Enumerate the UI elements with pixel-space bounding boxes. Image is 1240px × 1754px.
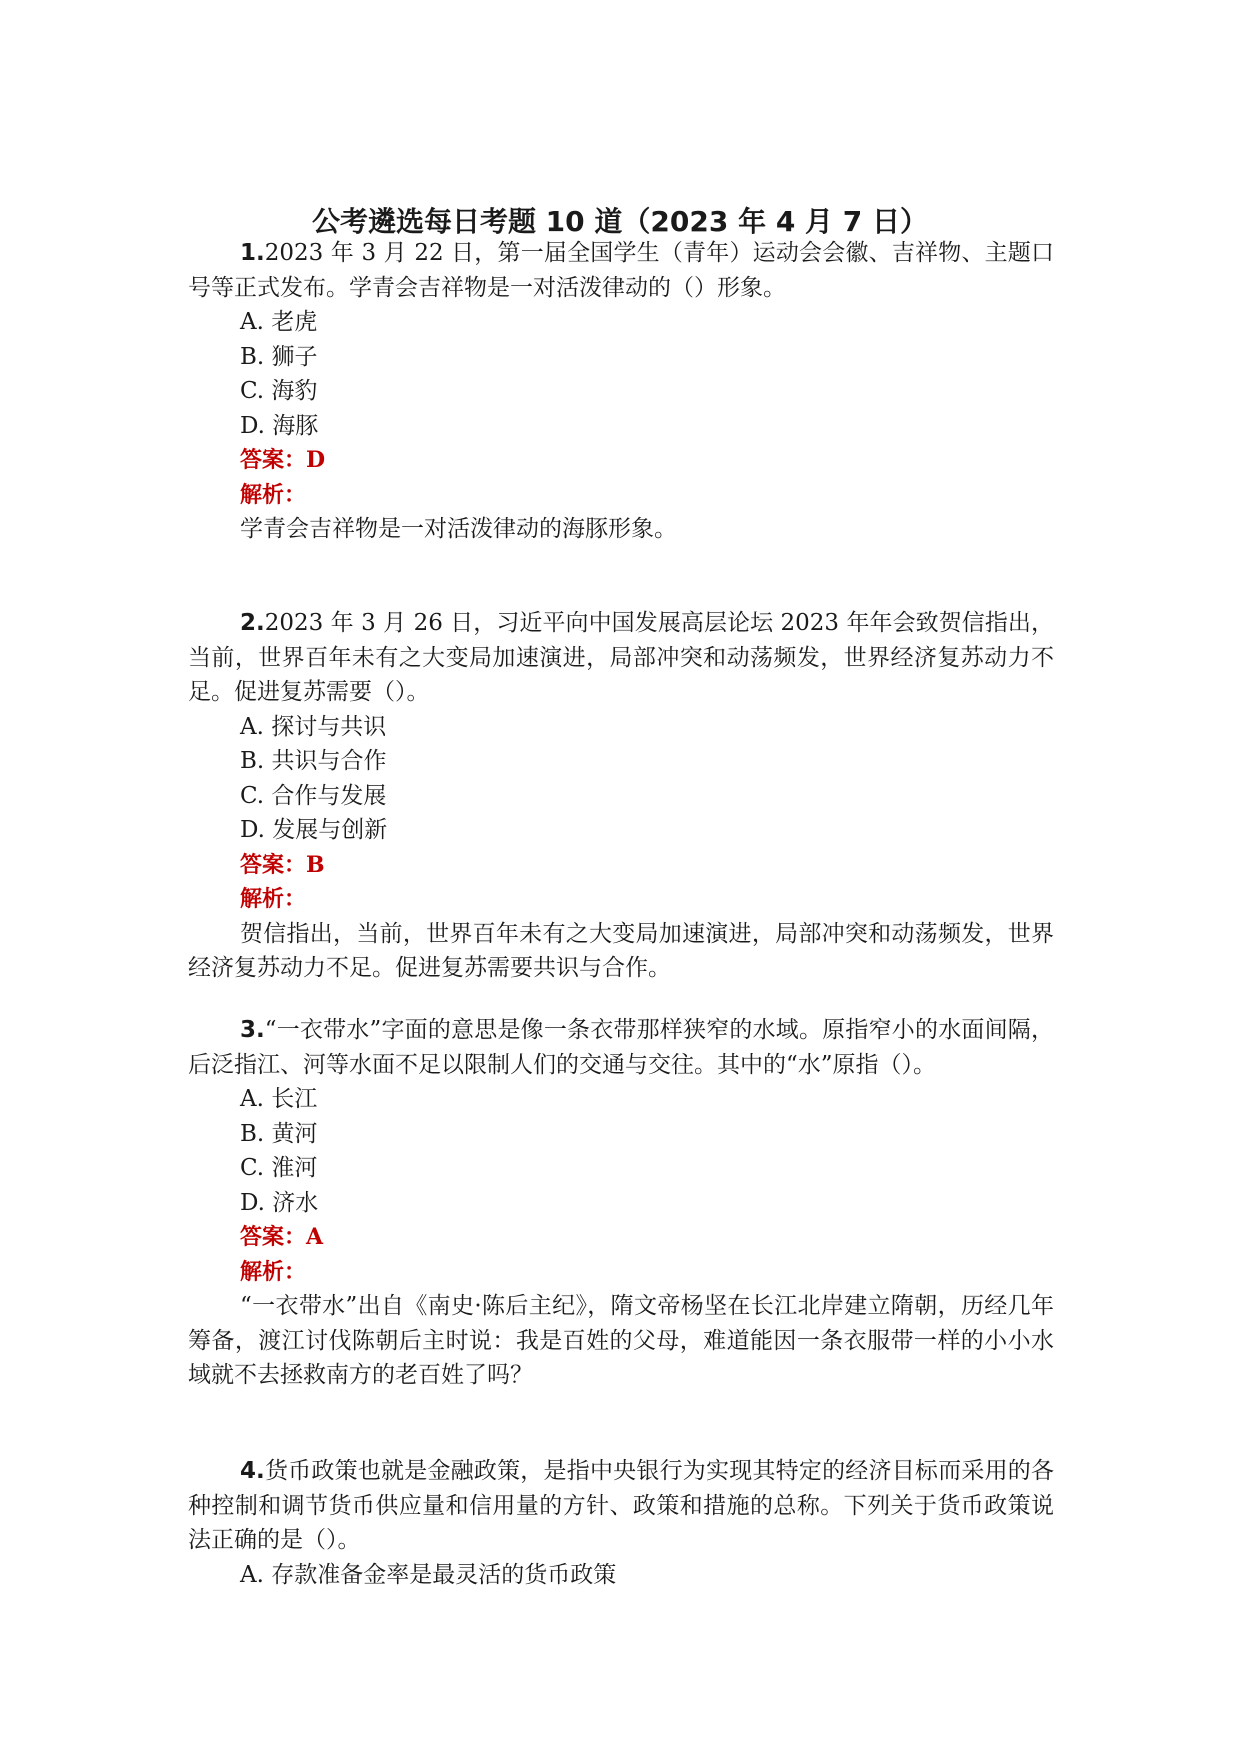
analysis-label: 解析： (240, 481, 307, 508)
answer-label: 答案：B (240, 851, 325, 878)
option-a: A. 存款准备金率是最灵活的货币政策 (240, 1561, 617, 1588)
question-stem (188, 1013, 1054, 1082)
option-d: D. 海豚 (240, 412, 319, 439)
option-a: A. 探讨与共识 (240, 713, 387, 740)
answer-label: 答案：A (240, 1224, 324, 1250)
question-3 (188, 1013, 1054, 1393)
analysis-label: 解析： (240, 886, 307, 912)
question-stem (188, 1454, 1054, 1558)
question-text: “一衣带水”字面的意思是像一条衣带那样狭窄的水域。原指窄小的水面间隔，后泛指江、河等水面不足以限制人们的交通与交往。其中的“水”原指（）。 (188, 1017, 1054, 1078)
question-1 (188, 236, 1054, 547)
question-text: 2023 年 3 月 22 日，第一届全国学生（青年）运动会会徽、吉祥物、主题口号等正式发布。学青会吉祥物是一对活泼律动的（）形象。 (188, 240, 1054, 301)
analysis-label: 解析： (240, 1258, 307, 1285)
page-title: 公考遴选每日考题 10 道（2023 年 4 月 7 日） (311, 205, 929, 238)
option-d: D. 济水 (240, 1189, 319, 1216)
question-stem (188, 236, 1054, 305)
option-c: C. 合作与发展 (240, 782, 387, 809)
question-stem (188, 606, 1054, 710)
analysis-text: 学青会吉祥物是一对活泼律动的海豚形象。 (240, 516, 677, 542)
question-text: 货币政策也就是金融政策，是指中央银行为实现其特定的经济目标而采用的各种控制和调节货币供应量和信用量的方针、政策和措施的总称。下列关于货币政策说法正确的是（）。 (188, 1458, 1054, 1553)
option-a: A. 老虎 (240, 309, 318, 335)
question-number: 1. (240, 240, 265, 266)
question-text: 2023 年 3 月 26 日，习近平向中国发展高层论坛 2023 年年会致贺信指出，当前，世界百年未有之大变局加速演进，局部冲突和动荡频发，世界经济复苏动力不足。促进复苏需要（）。 (188, 610, 1054, 705)
option-c: C. 海豹 (240, 378, 318, 404)
answer-label: 答案：D (240, 447, 326, 473)
option-d: D. 发展与创新 (240, 817, 388, 843)
option-b: B. 狮子 (240, 343, 318, 370)
question-number: 4. (240, 1458, 265, 1484)
question-2 (188, 606, 1054, 986)
option-b: B. 黄河 (240, 1120, 318, 1147)
question-4 (188, 1454, 1054, 1592)
option-b: B. 共识与合作 (240, 748, 387, 774)
option-c: C. 淮河 (240, 1155, 318, 1181)
analysis-text: “一衣带水”出自《南史·陈后主纪》，隋文帝杨坚在长江北岸建立隋朝，历经几年筹备，渡江讨伐陈朝后主时说：我是百姓的父母，难道能因一条衣服带一样的小小水域就不去拯救南方的老百姓了吗？ (188, 1293, 1054, 1388)
question-number: 3. (240, 1017, 265, 1043)
option-a: A. 长江 (240, 1086, 318, 1112)
question-number: 2. (240, 610, 265, 636)
analysis-text: 贺信指出，当前，世界百年未有之大变局加速演进，局部冲突和动荡频发，世界经济复苏动力不足。促进复苏需要共识与合作。 (188, 920, 1054, 981)
